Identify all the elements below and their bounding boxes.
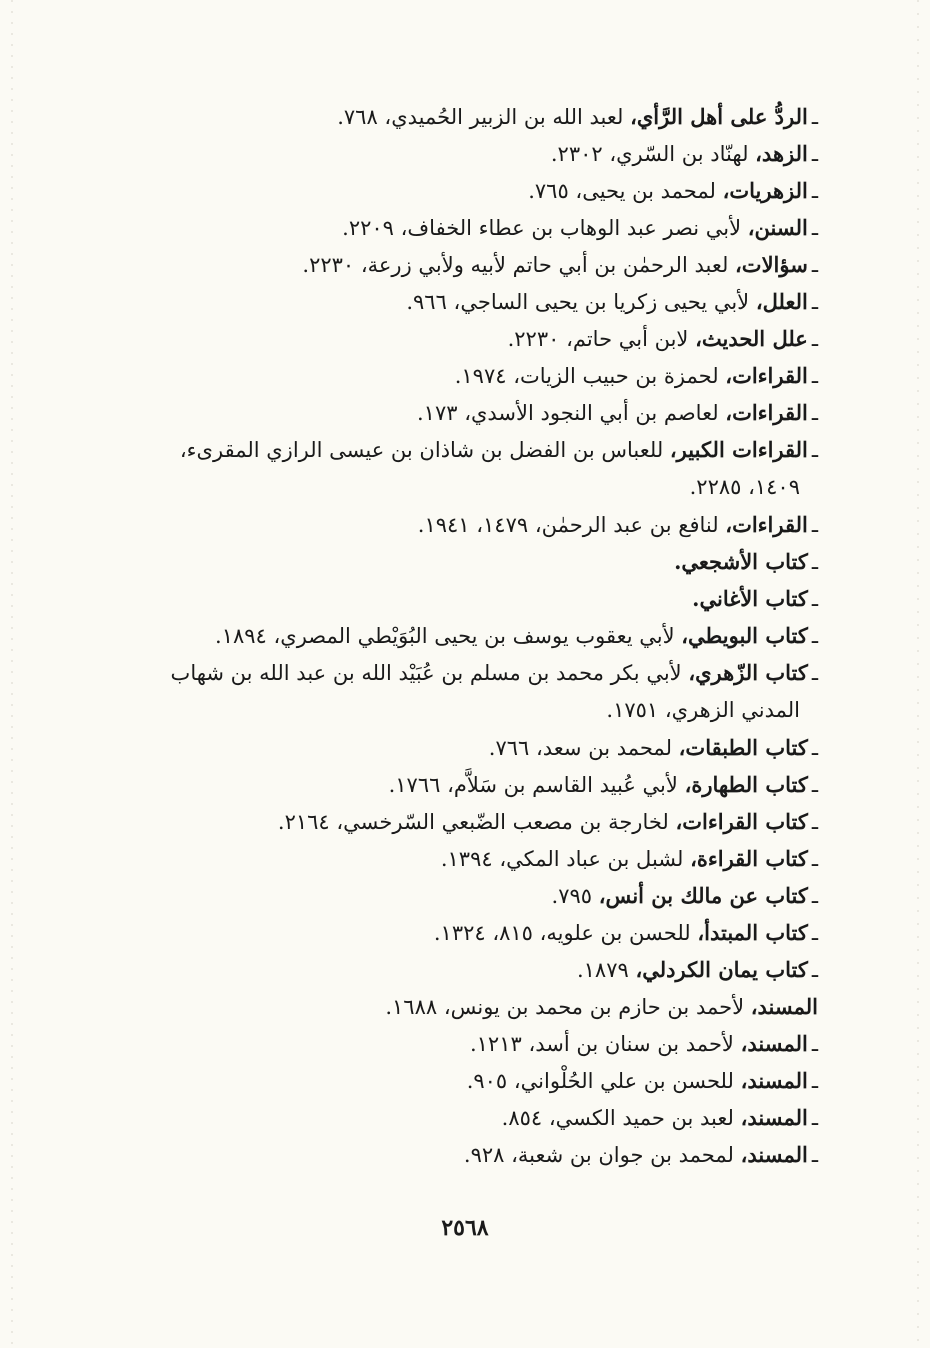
index-entry — [128, 320, 818, 357]
index-entry — [128, 914, 818, 951]
entry-detail: لمحمد بن سعد، ٧٦٦. — [488, 736, 679, 760]
entry-title: السنن، — [747, 215, 808, 240]
entry-title: كتاب البويطي، — [681, 623, 808, 648]
index-entry — [128, 803, 818, 840]
entry-dash: ـ — [811, 1106, 818, 1130]
entry-dash: ـ — [811, 401, 818, 425]
index-entry — [128, 766, 818, 803]
index-entry — [128, 543, 818, 580]
entry-detail: لمحمد بن جوان بن شعبة، ٩٢٨. — [463, 1143, 741, 1167]
entry-dash: ـ — [811, 736, 818, 760]
index-entry — [128, 580, 818, 617]
entry-dash: ـ — [811, 105, 818, 129]
entry-detail: لشبل بن عباد المكي، ١٣٩٤. — [440, 847, 691, 871]
entry-detail: لأحمد بن سنان بن أسد، ١٢١٣. — [469, 1032, 741, 1056]
index-entry — [128, 357, 818, 394]
entry-title: كتاب يمان الكردلي، — [635, 957, 808, 982]
index-entry — [128, 951, 818, 988]
entry-continuation: المدني الزهري، ١٧٥١. — [606, 698, 800, 722]
entry-dash: ـ — [811, 438, 818, 462]
entry-dash: ـ — [811, 290, 818, 314]
index-entry — [128, 506, 818, 543]
entry-detail: للحسن بن علويه، ٨١٥، ١٣٢٤. — [433, 921, 698, 945]
entry-dash: ـ — [811, 253, 818, 277]
entry-detail: ١٨٧٩. — [576, 958, 636, 982]
entry-title: كتاب الطهارة، — [684, 772, 808, 797]
index-entries — [128, 98, 818, 1173]
entry-dash: ـ — [811, 661, 818, 685]
entry-detail: لمحمد بن يحيى، ٧٦٥. — [528, 179, 723, 203]
entry-title: المسند، — [740, 1142, 808, 1167]
entry-detail: لهنّاد بن السّري، ٢٣٠٢. — [550, 142, 756, 166]
entry-title: الردُّ على أهل الرَّأي، — [630, 104, 808, 129]
entry-dash: ـ — [811, 179, 818, 203]
entry-title: القراءات، — [725, 363, 808, 388]
entry-title: كتاب عن مالك بن أنس، — [598, 883, 808, 908]
entry-dash: ـ — [811, 327, 818, 351]
index-entry — [128, 394, 818, 431]
page-number: ٢٥٦٨ — [441, 1215, 489, 1241]
index-entry — [128, 172, 818, 209]
index-entry — [128, 1025, 818, 1062]
entry-detail: للعباس بن الفضل بن شاذان بن عيسى الرازي المقرىء، — [179, 438, 670, 462]
entry-title: المسند، — [740, 1068, 808, 1093]
index-entry — [128, 1062, 818, 1099]
entry-dash: ـ — [811, 773, 818, 797]
entry-title: سؤالات، — [735, 252, 808, 277]
index-entry — [128, 209, 818, 246]
entry-title: القراءات، — [725, 400, 808, 425]
index-entry — [106, 431, 818, 506]
index-entry — [128, 246, 818, 283]
index-entry — [128, 135, 818, 172]
index-entry — [128, 988, 818, 1025]
entry-detail: لعبد الرحمٰن بن أبي حاتم لأبيه ولأبي زرعة، ٢٢٣٠. — [302, 253, 736, 277]
entry-title: الزهريات، — [722, 178, 808, 203]
index-entry — [128, 1099, 818, 1136]
entry-detail: لحمزة بن حبيب الزيات، ١٩٧٤. — [454, 364, 726, 388]
entry-title: علل الحديث، — [695, 326, 808, 351]
entry-title: كتاب القراءة، — [690, 846, 808, 871]
entry-dash: ـ — [811, 810, 818, 834]
entry-dash: ـ — [811, 1032, 818, 1056]
entry-title: كتاب الأشجعي. — [674, 549, 808, 574]
entry-title: المسند، — [750, 994, 818, 1019]
entry-detail: لعبد الله بن الزبير الحُميدي، ٧٦٨. — [337, 105, 631, 129]
index-entry — [106, 654, 818, 729]
entry-detail: لابن أبي حاتم، ٢٢٣٠. — [507, 327, 696, 351]
entry-title: القراءات، — [725, 512, 808, 537]
entry-detail: لأبي يحيى زكريا بن يحيى الساجي، ٩٦٦. — [406, 290, 756, 314]
entry-detail: لنافع بن عبد الرحمٰن، ١٤٧٩، ١٩٤١. — [417, 513, 726, 537]
entry-detail: لأبي نصر عبد الوهاب بن عطاء الخفاف، ٢٢٠٩. — [342, 216, 748, 240]
entry-dash: ـ — [811, 624, 818, 648]
entry-detail: لأحمد بن حازم بن محمد بن يونس، ١٦٨٨. — [385, 995, 751, 1019]
entry-dash: ـ — [811, 550, 818, 574]
entry-detail: لعبد بن حميد الكسي، ٨٥٤. — [501, 1106, 741, 1130]
entry-title: القراءات الكبير، — [669, 437, 808, 462]
entry-dash: ـ — [811, 142, 818, 166]
entry-title: كتاب الطبقات، — [678, 735, 808, 760]
index-entry — [128, 840, 818, 877]
entry-dash: ـ — [811, 921, 818, 945]
entry-title: كتاب المبتدأ، — [697, 920, 808, 945]
entry-title: المسند، — [740, 1105, 808, 1130]
entry-dash: ـ — [811, 1143, 818, 1167]
entry-dash: ـ — [811, 513, 818, 537]
entry-detail: للحسن بن علي الحُلْواني، ٩٠٥. — [466, 1069, 741, 1093]
entry-title: المسند، — [740, 1031, 808, 1056]
entry-dash: ـ — [811, 216, 818, 240]
entry-title: كتاب الأغاني. — [692, 586, 808, 611]
index-entry — [128, 729, 818, 766]
index-entry — [128, 617, 818, 654]
entry-detail: لأبي بكر محمد بن مسلم بن عُبَيْد الله بن عبد الله بن شهاب — [170, 661, 689, 685]
entry-title: الزهد، — [755, 141, 808, 166]
entry-detail: لخارجة بن مصعب الضّبعي السّرخسي، ٢١٦٤. — [277, 810, 676, 834]
index-entry — [128, 98, 818, 135]
entry-dash: ـ — [811, 587, 818, 611]
entry-detail: ٧٩٥. — [551, 884, 599, 908]
index-entry — [128, 877, 818, 914]
entry-dash: ـ — [811, 1069, 818, 1093]
entry-detail: لأبي عُبيد القاسم بن سَلاَّم، ١٧٦٦. — [388, 773, 685, 797]
entry-dash: ـ — [811, 847, 818, 871]
entry-title: كتاب القراءات، — [675, 809, 808, 834]
entry-dash: ـ — [811, 364, 818, 388]
entry-detail: لعاصم بن أبي النجود الأسدي، ١٧٣. — [416, 401, 726, 425]
index-entry — [128, 283, 818, 320]
entry-title: العلل، — [755, 289, 808, 314]
entry-dash: ـ — [811, 884, 818, 908]
entry-continuation: ١٤٠٩، ٢٢٨٥. — [689, 475, 800, 499]
index-entry — [128, 1136, 818, 1173]
entry-dash: ـ — [811, 958, 818, 982]
entry-title: كتاب الزّهري، — [688, 660, 808, 685]
entry-detail: لأبي يعقوب يوسف بن يحيى البُوَيْطي المصري، ١٨٩٤. — [215, 624, 682, 648]
